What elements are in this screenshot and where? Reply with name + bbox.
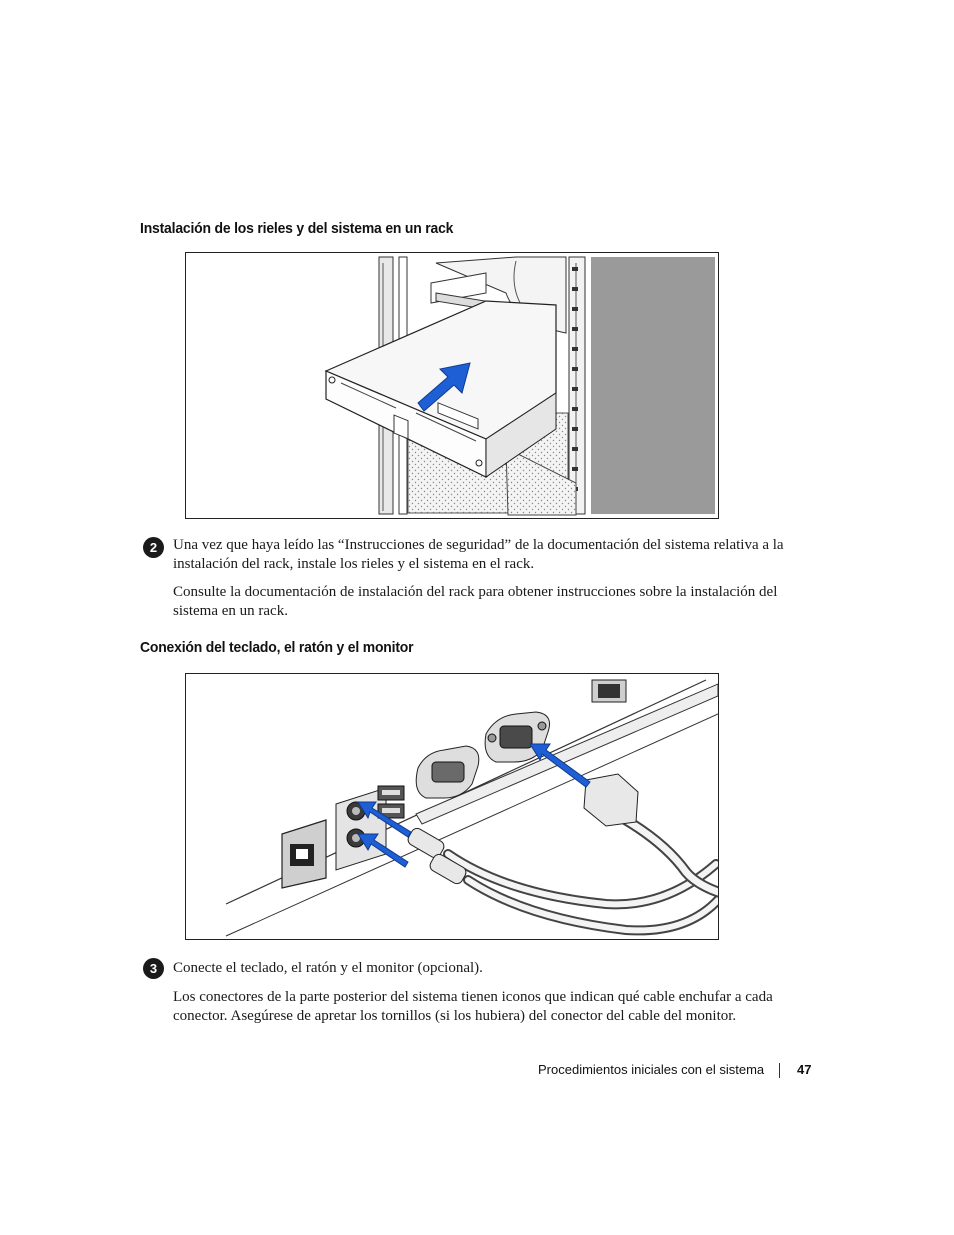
step-number-badge: 2 [143,537,164,558]
step-3-instruction: Conecte el teclado, el ratón y el monitor (opcional). [173,960,483,976]
step-number-badge: 3 [143,958,164,979]
rack-side-panel [591,257,715,514]
step-2-note: Consulte la documentación de instalación del rack para obtener instrucciones sobre la instalación del sistema en un rack. [173,584,778,619]
network-port [592,680,626,702]
footer-separator [779,1063,780,1078]
rack-post-right [569,257,585,514]
connectors-illustration [185,673,719,940]
section-heading-connect-peripherals: Conexión del teclado, el ratón y el monitor [140,639,414,656]
page-number: 47 [797,1062,812,1077]
section-heading-rack-install: Instalación de los rieles y del sistema en un rack [140,220,454,237]
power-connector [282,820,326,888]
step-2-instruction: Una vez que haya leído las “Instrucciones de seguridad” de la documentación del sistema relativa a la instalación del rack, instale los rieles y el sistema en el rack. [173,537,784,572]
footer-chapter-title: Procedimientos iniciales con el sistema [538,1062,765,1077]
rack-install-illustration [185,252,719,519]
step-3-note: Los conectores de la parte posterior del sistema tienen iconos que indican qué cable enchufar a cada conector. Asegúrese de apretar los tornillos (si los hubiera) del conector del cable del monitor. [173,989,773,1024]
